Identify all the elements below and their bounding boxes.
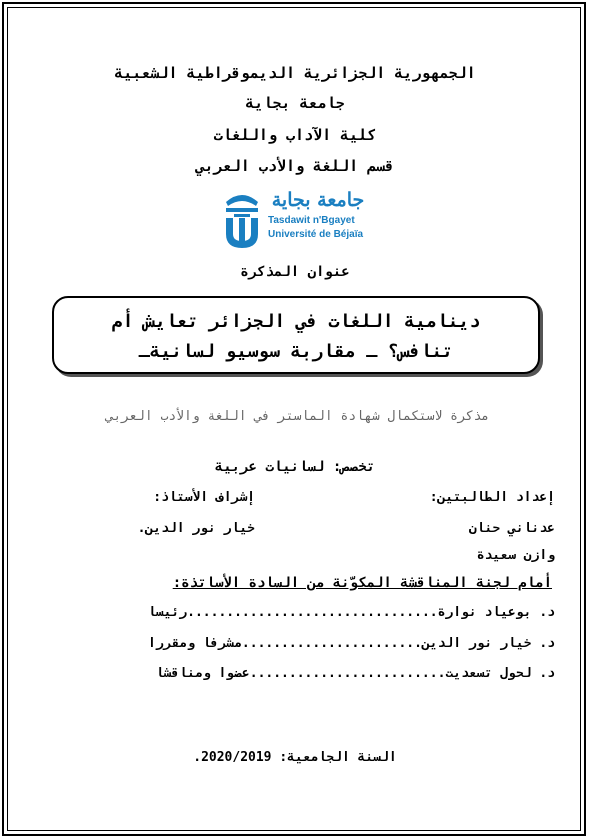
memo-title-line1: دينامية اللغات في الجزائر تعايش أم	[111, 311, 481, 332]
labels-row	[40, 490, 555, 510]
logo-line1: Tasdawit n'Bgayet	[268, 215, 355, 226]
university-logo	[220, 188, 370, 252]
member-dots: ................................	[187, 605, 438, 620]
specialty-value: لسانيات عربية	[214, 459, 325, 475]
memo-subtitle: مذكرة لاستكمال شهادة الماستر في اللغة والأدب العربي	[105, 409, 490, 424]
specialty	[0, 459, 590, 475]
member-name: د. خيار نور الدين	[421, 636, 555, 651]
university-emblem-icon	[220, 188, 264, 252]
member-name: د. بوعياد نوارة	[437, 605, 555, 620]
committee-heading: أمام لجنة المناقشة المكوّنة من السادة الأساتذة:	[172, 575, 552, 591]
supervisor-name: خيار نور الدين.	[137, 521, 255, 536]
logo-arabic-text: جامعة بجاية	[271, 189, 365, 211]
students-label: إعداد الطالبتين:	[429, 490, 555, 505]
member-role: رئيسا	[148, 605, 188, 620]
committee-member-2	[40, 636, 555, 651]
republic-name: الجمهورية الجزائرية الديموقراطية الشعبية	[114, 64, 476, 82]
member-dots: .......................	[241, 636, 422, 651]
student-name-2: وازن سعيدة	[476, 548, 555, 563]
department-name: قسم اللغة والأدب العربي	[195, 157, 395, 175]
committee-member-3	[40, 666, 555, 681]
specialty-label: تخصص:	[332, 459, 376, 475]
member-name: د. لحول تسعديت	[445, 666, 555, 681]
academic-year-label: السنة الجامعية:	[279, 750, 397, 765]
academic-year-value: 2020/2019.	[193, 750, 272, 765]
member-dots: .........................	[249, 666, 446, 681]
memo-title-label: عنوان المذكرة	[240, 264, 350, 280]
logo-line2: Université de Béjaïa	[268, 229, 364, 240]
names-row	[40, 521, 555, 541]
member-role: مشرفا ومقررا	[148, 636, 242, 651]
names-row-2	[40, 548, 555, 568]
supervisor-label: إشراف الأستاذ:	[153, 490, 255, 505]
faculty-name: كلية الآداب واللغات	[213, 126, 377, 144]
academic-year	[0, 750, 590, 765]
university-name: جامعة بجاية	[245, 94, 345, 112]
memo-title-box	[52, 296, 540, 374]
member-role: عضوا ومناقشا	[155, 666, 250, 681]
committee-member-1	[40, 605, 555, 620]
memo-title-line2: تنافس؟ ـ مقاربة سوسيو لسانيةـ	[138, 341, 454, 362]
student-name-1: عدناني حنان	[468, 521, 555, 536]
